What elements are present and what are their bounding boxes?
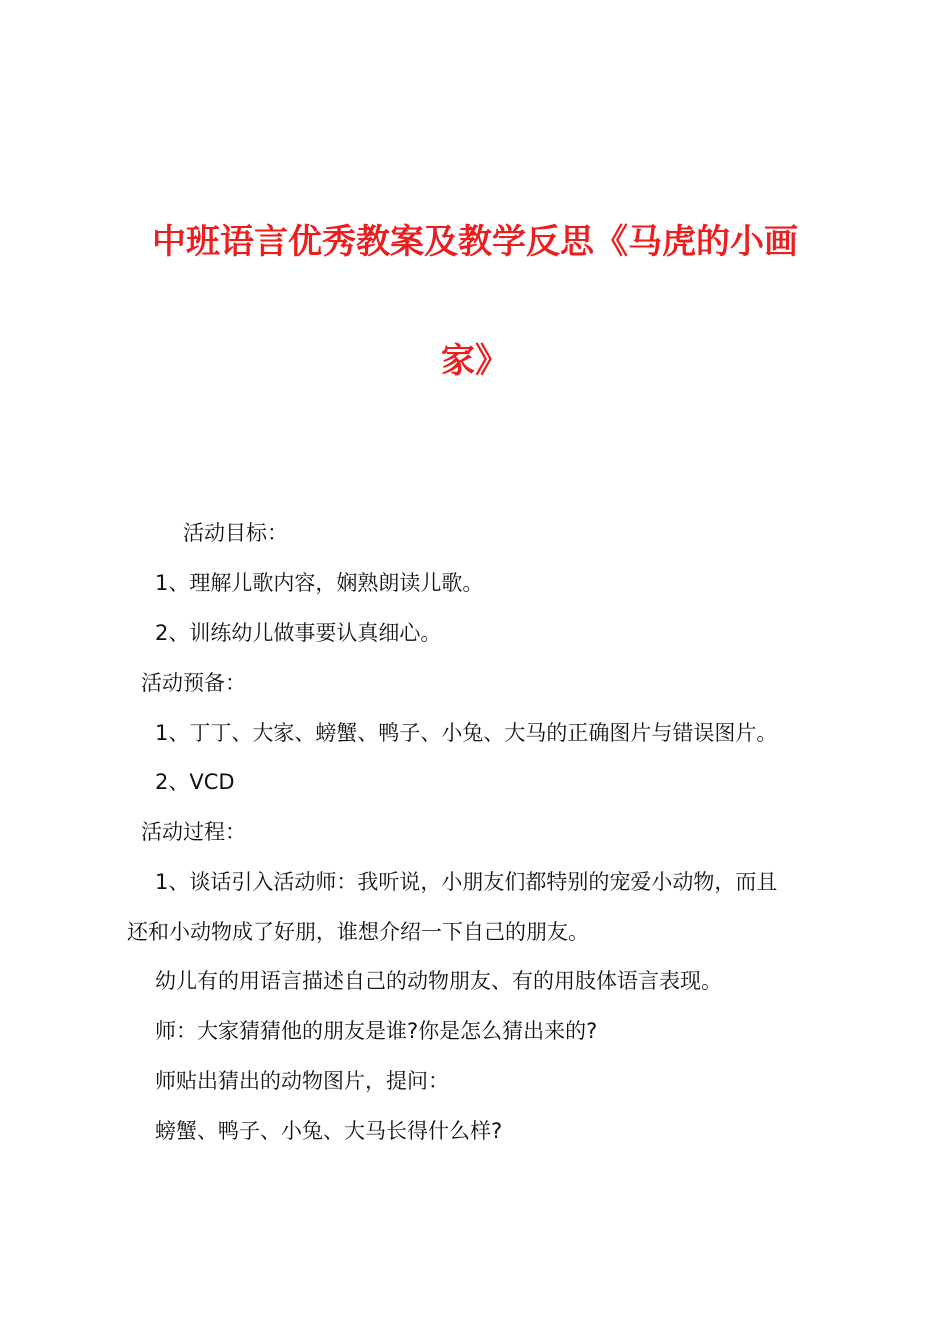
preparation-item-2: 2、VCD xyxy=(155,770,235,794)
section-heading-preparation: 活动预备： xyxy=(141,671,246,695)
process-paragraph-line-2: 还和小动物成了好朋，谁想介绍一下自己的朋友。 xyxy=(127,920,589,944)
section-heading-process: 活动过程： xyxy=(141,820,246,844)
process-paragraph-line-1: 1、谈话引入活动师：我听说，小朋友们都特别的宠爱小动物，而且 xyxy=(155,870,778,894)
goal-item-1: 1、理解儿歌内容，娴熟朗读儿歌。 xyxy=(155,571,484,595)
section-heading-goals: 活动目标： xyxy=(183,521,288,545)
process-paragraph-5: 螃蟹、鸭子、小兔、大马长得什么样? xyxy=(155,1119,503,1143)
goal-item-2: 2、训练幼儿做事要认真细心。 xyxy=(155,621,442,645)
process-paragraph-4: 师贴出猜出的动物图片，提问： xyxy=(155,1069,449,1093)
document-title-line-2: 家》 xyxy=(441,341,509,381)
process-paragraph-3: 师：大家猜猜他的朋友是谁?你是怎么猜出来的? xyxy=(155,1019,598,1043)
process-paragraph-2: 幼儿有的用语言描述自己的动物朋友、有的用肢体语言表现。 xyxy=(155,969,722,993)
document-title-line-1: 中班语言优秀教案及教学反思《马虎的小画 xyxy=(152,222,798,262)
preparation-item-1: 1、丁丁、大家、螃蟹、鸭子、小兔、大马的正确图片与错误图片。 xyxy=(155,721,778,745)
